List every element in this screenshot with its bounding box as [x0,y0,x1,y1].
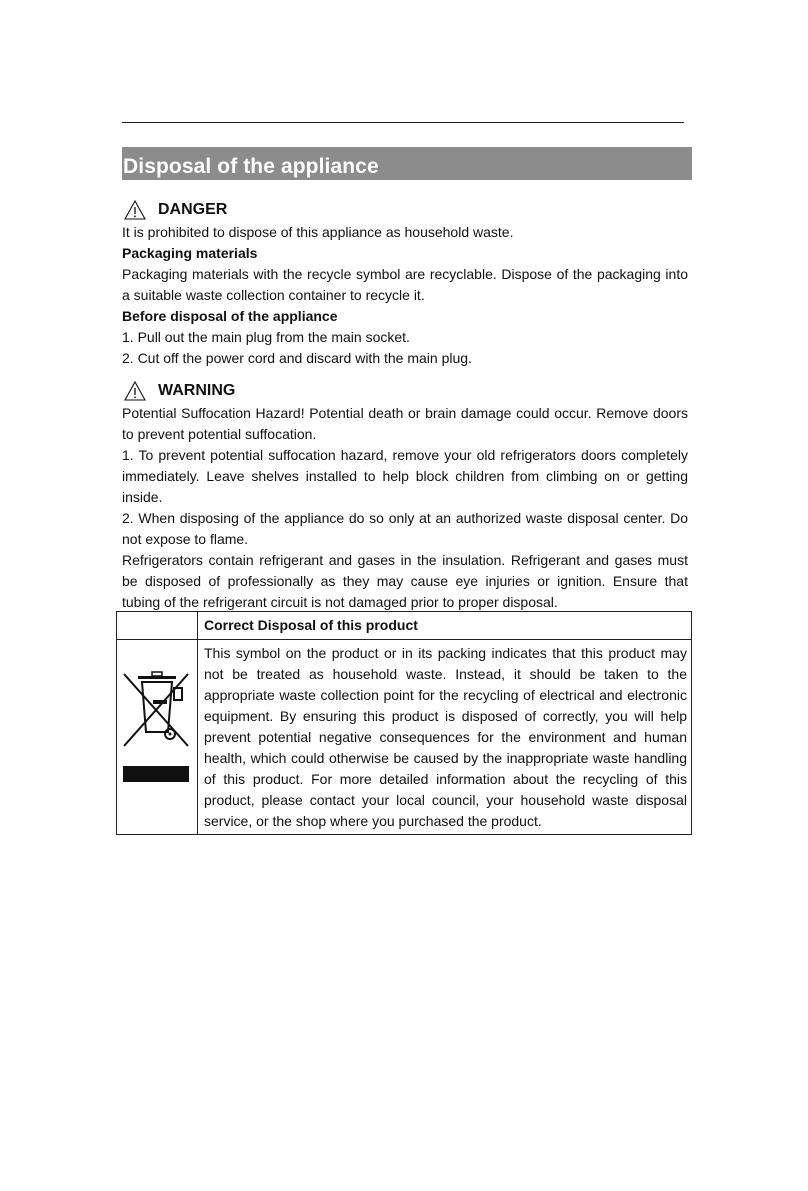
document-body [122,198,688,613]
weee-bar [123,766,189,782]
warning-line: tubing of the refrigerant circuit is not damaged prior to proper disposal. [122,594,558,610]
warning-line: inside. [122,489,163,505]
warning-triangle-icon [124,200,146,220]
disposal-step: 2. Cut off the power cord and discard with the main plug. [122,350,472,366]
warning-line: to prevent potential suffocation. [122,426,317,442]
disposal-table [116,611,692,835]
table-header: Correct Disposal of this product [198,612,692,640]
danger-heading: DANGER [158,201,228,218]
danger-text: It is prohibited to dispose of this appliance as household waste. [122,224,514,240]
warning-heading-row [122,379,688,403]
warning-line: Potential Suffocation Hazard! Potential death or brain damage could occur. Remove doors [122,405,688,421]
disposal-line: service, or the shop where you purchased the product. [204,813,542,829]
disposal-line: product, please contact your local council, your household waste disposal [204,792,687,808]
disposal-line: appropriate waste collection point for the recycling of electrical and electronic [204,687,687,703]
disposal-line: prevent potential negative consequences for the environment and human [204,729,687,745]
warning-heading: WARNING [158,382,236,399]
disposal-text-cell [198,640,692,835]
disposal-step: 1. Pull out the main plug from the main socket. [122,329,410,345]
table-body-row [117,640,692,835]
disposal-line: of this product. For more detailed information about the recycling of this [204,771,687,787]
disposal-line: not be treated as household waste. Instead, it should be taken to the [204,666,687,682]
danger-heading-row [122,198,688,222]
warning-line: 1. To prevent potential suffocation hazard, remove your old refrigerators doors completely [122,447,688,463]
warning-line: 2. When disposing of the appliance do so only at an authorized waste disposal center. Do [122,510,688,526]
warning-line: be disposed of professionally as they may cause eye injuries or ignition. Ensure that [122,573,688,589]
disposal-line: health, which could otherwise be caused by the inappropriate waste handling [204,750,687,766]
warning-line: immediately. Leave shelves installed to help block children from climbing on or getting [122,468,688,484]
packaging-line: Packaging materials with the recycle symbol are recyclable. Dispose of the packaging into [122,266,688,282]
section-title: Disposal of the appliance [123,155,379,178]
disposal-line: This symbol on the product or in its packing indicates that this product may [204,645,687,661]
disposal-line: equipment. By ensuring this product is disposed of correctly, you will help [204,708,687,724]
warning-line: Refrigerators contain refrigerant and gases in the insulation. Refrigerant and gases must [122,552,688,568]
table-header-row [117,612,692,640]
crossed-out-wheelie-bin-icon [122,670,192,750]
warning-triangle-icon [124,381,146,401]
symbol-cell [117,640,198,835]
warning-line: not expose to flame. [122,531,249,547]
section-title-bar [122,147,692,180]
packaging-line: a suitable waste collection container to recycle it. [122,287,425,303]
packaging-heading: Packaging materials [122,245,258,261]
symbol-header-cell [117,612,198,640]
before-disposal-heading: Before disposal of the appliance [122,308,338,324]
top-rule [122,122,684,123]
